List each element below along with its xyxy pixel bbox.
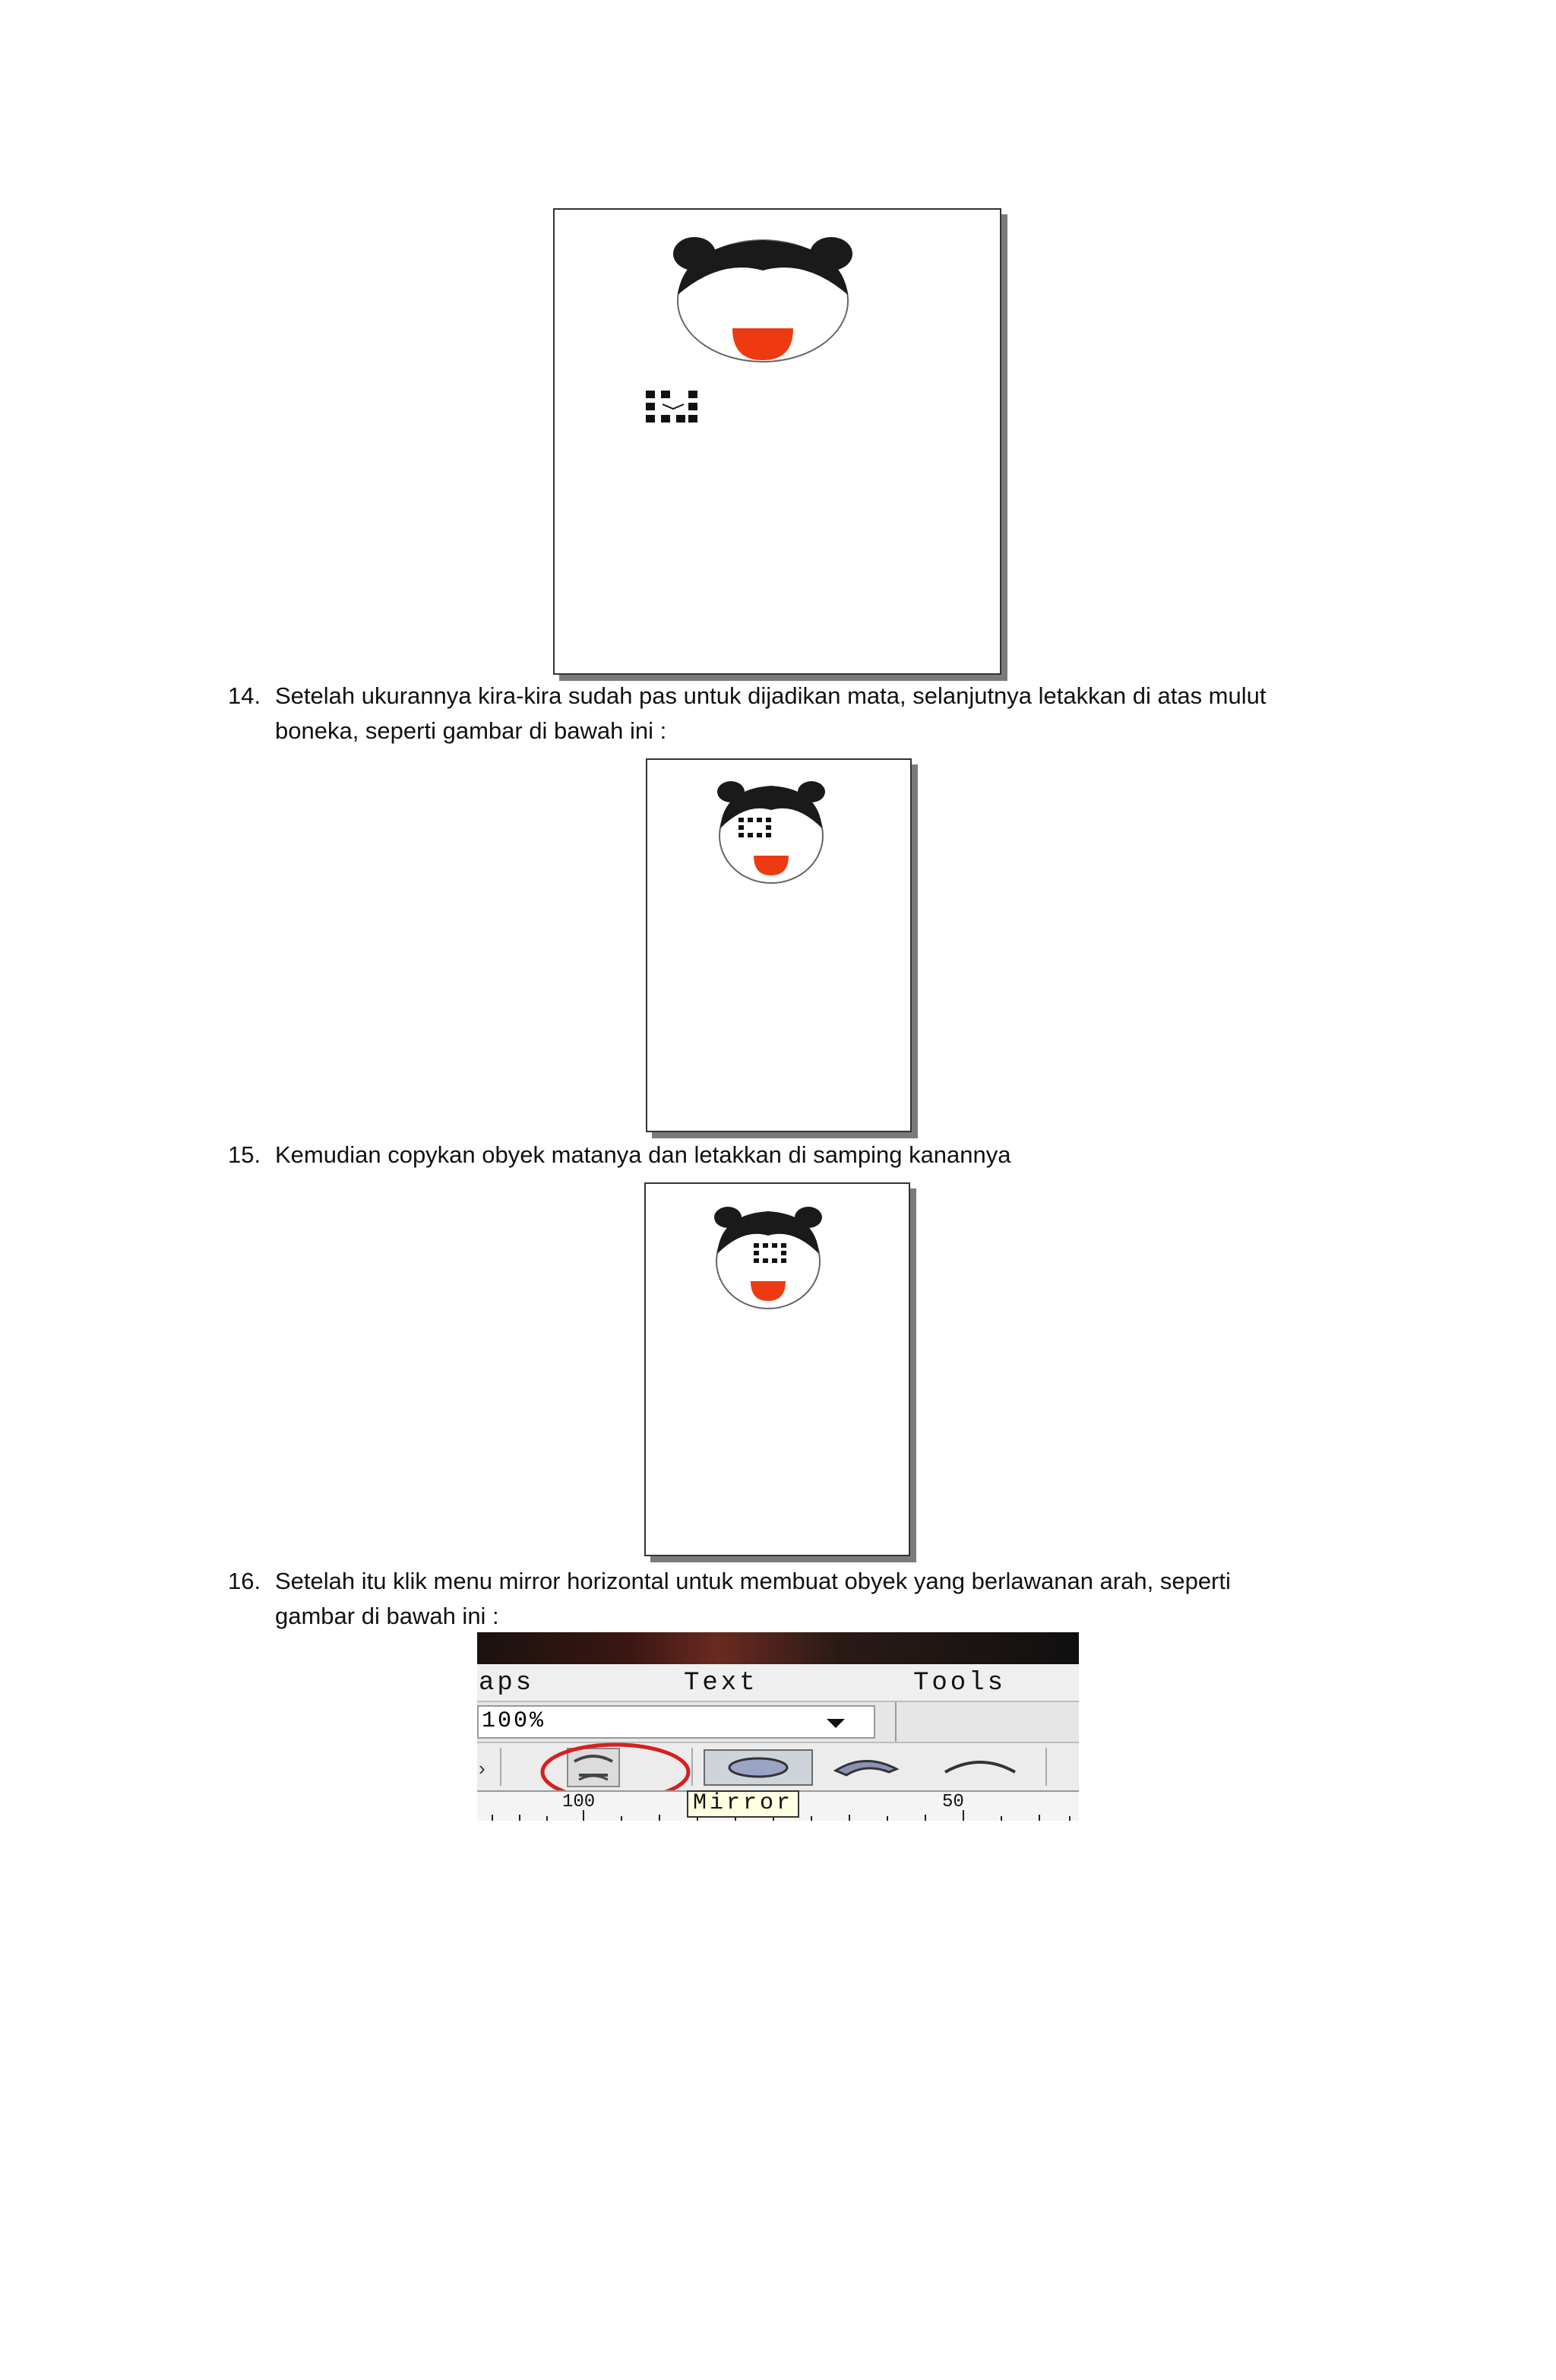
ellipse-icon xyxy=(705,1751,811,1784)
tooltip-text: Mirror xyxy=(693,1790,794,1816)
menu-item-text[interactable]: Text xyxy=(684,1669,758,1698)
step-text-line: Setelah ukurannya kira-kira sudah pas untuk dijadikan mata, selanjutnya letakkan di atas mulut xyxy=(275,682,1267,709)
ellipse-button[interactable] xyxy=(704,1749,813,1786)
zoom-dropdown[interactable] xyxy=(477,1705,875,1739)
step-text-line: gambar di bawah ini : xyxy=(275,1603,499,1629)
doll-drawing-3 xyxy=(646,1184,909,1555)
pie-icon[interactable] xyxy=(828,1752,904,1783)
doll-figure-3 xyxy=(644,1182,910,1556)
zoom-row xyxy=(477,1702,1079,1743)
step-number: 15. xyxy=(228,1141,261,1168)
step-text-line: boneka, seperti gambar di bawah ini : xyxy=(275,717,667,744)
ruler-label: 50 xyxy=(942,1792,964,1812)
menu-bar xyxy=(477,1664,1079,1702)
zoom-value: 100% xyxy=(482,1708,546,1734)
doll-figure-1 xyxy=(553,208,1001,675)
step-number: 14. xyxy=(228,682,261,709)
ruler-label: 100 xyxy=(562,1792,596,1812)
doll-figure-2 xyxy=(646,758,912,1132)
arc-icon[interactable] xyxy=(939,1752,1023,1783)
mirror-tooltip xyxy=(687,1790,799,1818)
title-bar xyxy=(477,1632,1079,1664)
partial-icon: › xyxy=(479,1757,485,1780)
doll-drawing-2 xyxy=(647,760,910,1131)
step-text-line: Setelah itu klik menu mirror horizontal untuk membuat obyek yang berlawanan arah, seperti xyxy=(275,1568,1231,1594)
step-text-line: Kemudian copykan obyek matanya dan letakkan di samping kanannya xyxy=(275,1141,1011,1168)
doll-drawing-1 xyxy=(555,210,1000,673)
step-number: 16. xyxy=(228,1568,261,1594)
property-bar xyxy=(477,1743,1079,1790)
chevron-down-icon xyxy=(827,1719,845,1728)
toolbar-screenshot xyxy=(477,1632,1079,1821)
menu-item-tools[interactable]: Tools xyxy=(913,1669,1007,1698)
menu-item-maps[interactable]: aps xyxy=(479,1669,535,1698)
